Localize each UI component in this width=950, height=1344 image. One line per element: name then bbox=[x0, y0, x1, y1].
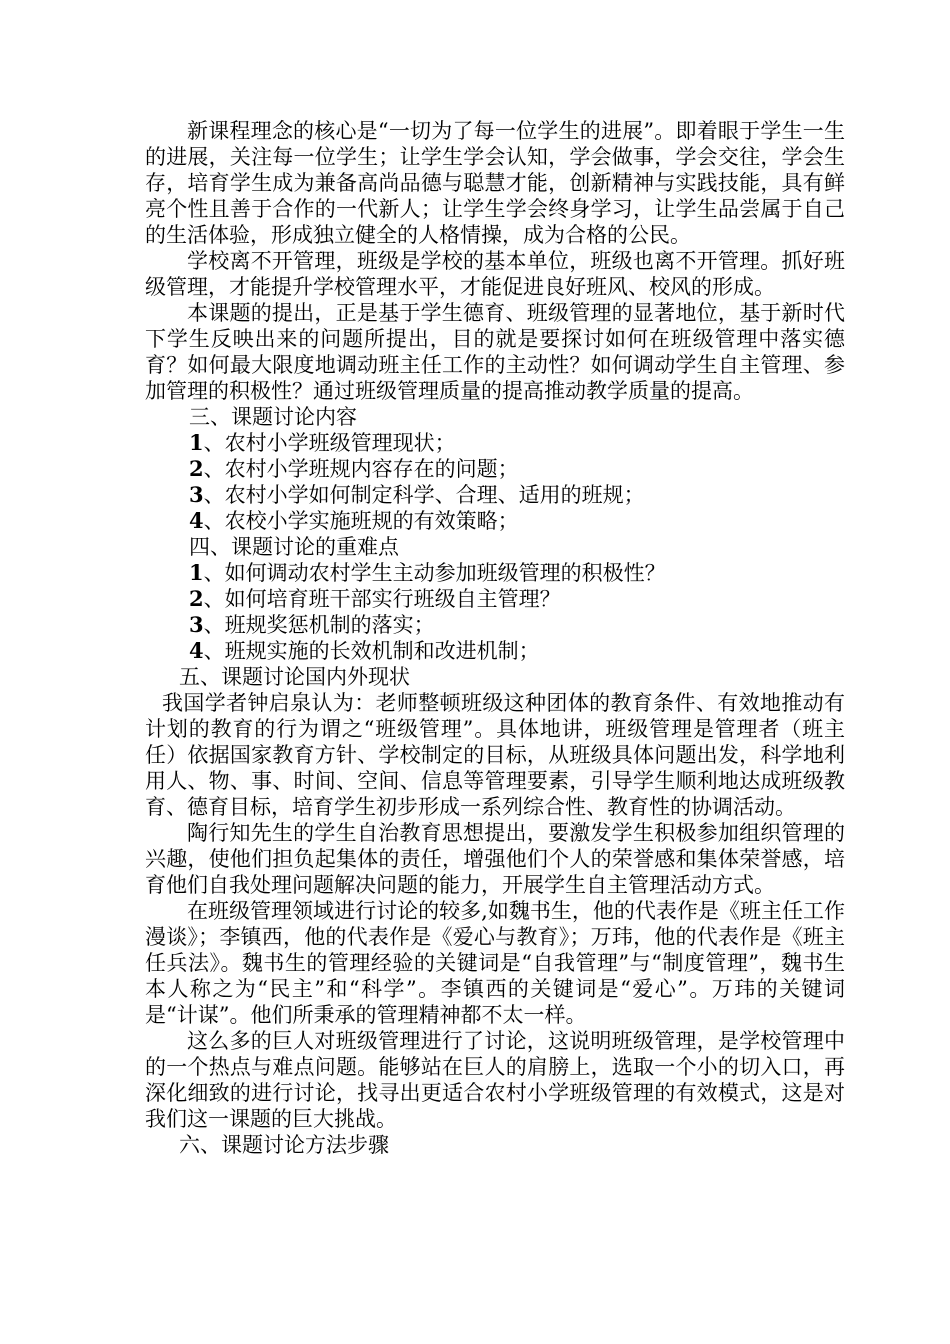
document-page bbox=[145, 118, 845, 1158]
list-item: 2、农村小学班规内容存在的问题； bbox=[189, 456, 519, 481]
paragraph-challenge: 这么多的巨人对班级管理进行了讨论，这说明班级管理，是学校管理中的一个热点与难点问题。能够站在巨人的肩膀上，选取一个小的切入口，再深化细致的进行讨论，找寻出更适合农村小学班级管理的有效模式，这是对我们这一课题的巨大挑战。 bbox=[145, 1029, 845, 1131]
list-item: 4、农校小学实施班规的有效策略； bbox=[189, 508, 519, 533]
section-3-heading: 三、课题讨论内容 bbox=[189, 405, 357, 429]
paragraph-class-management-definition: 我国学者钟启泉认为：老师整顿班级这种团体的教育条件、有效地推动有计划的教育的行为谓之“班级管理”。具体地讲，班级管理是管理者（班主任）依据国家教育方针、学校制定的目标，从班级具体问题出发，科学地利用人、物、事、时间、空间、信息等管理要素，引导学生顺利地达成班级教育、德育目标，培育学生初步形成一系列综合性、教育性的协调活动。 bbox=[145, 691, 845, 819]
paragraph-core-concept: 新课程理念的核心是“一切为了每一位学生的进展”。即着眼于学生一生的进展，关注每一位学生；让学生学会认知，学会做事，学会交往，学会生存，培育学生成为兼备高尚品德与聪慧才能，创新精神与实践技能，具有鲜亮个性且善于合作的一代新人；让学生学会终身学习，让学生品尝属于自己的生活体验，形成独立健全的人格情操，成为合格的公民。 bbox=[145, 119, 845, 247]
list-item: 2、如何培育班干部实行班级自主管理？ bbox=[189, 586, 561, 611]
list-item: 1、农村小学班级管理现状； bbox=[189, 430, 456, 455]
section-5-heading: 五、课题讨论国内外现状 bbox=[179, 665, 410, 689]
paragraph-topic-purpose: 本课题的提出，正是基于学生德育、班级管理的显著地位，基于新时代下学生反映出来的问题所提出，目的就是要探讨如何在班级管理中落实德育？如何最大限度地调动班主任工作的主动性？如何调动学生自主管理、参加管理的积极性？通过班级管理质量的提高推动教学质量的提高。 bbox=[145, 301, 845, 403]
list-item: 1、如何调动农村学生主动参加班级管理的积极性？ bbox=[189, 560, 666, 585]
section-4-heading: 四、课题讨论的重难点 bbox=[189, 535, 399, 559]
list-item: 3、农村小学如何制定科学、合理、适用的班规； bbox=[189, 482, 645, 507]
paragraph-tao-xingzhi: 陶行知先生的学生自治教育思想提出，要激发学生积极参加组织管理的兴趣，使他们担负起集体的责任，增强他们个人的荣誉感和集体荣誉感，培育他们自我处理问题解决问题的能力，开展学生自主管理活动方式。 bbox=[145, 821, 845, 897]
section-6-heading: 六、课题讨论方法步骤 bbox=[179, 1133, 389, 1157]
paragraph-school-management: 学校离不开管理，班级是学校的基本单位，班级也离不开管理。抓好班级管理，才能提升学校管理水平，才能促进良好班风、校风的形成。 bbox=[145, 249, 845, 299]
paragraph-researchers: 在班级管理领域进行讨论的较多,如魏书生，他的代表作是《班主任工作漫谈》；李镇西，他的代表作是《爱心与教育》；万玮，他的代表作是《班主任兵法》。魏书生的管理经验的关键词是“自我管理”与“制度管理”，魏书生本人称之为“民主”和“科学”。李镇西的关键词是“爱心”。万玮的关键词是“计谋”。他们所秉承的管理精神都不太一样。 bbox=[145, 899, 845, 1027]
list-item: 4、班规实施的长效机制和改进机制； bbox=[189, 638, 540, 663]
list-item: 3、班规奖惩机制的落实； bbox=[189, 612, 435, 637]
